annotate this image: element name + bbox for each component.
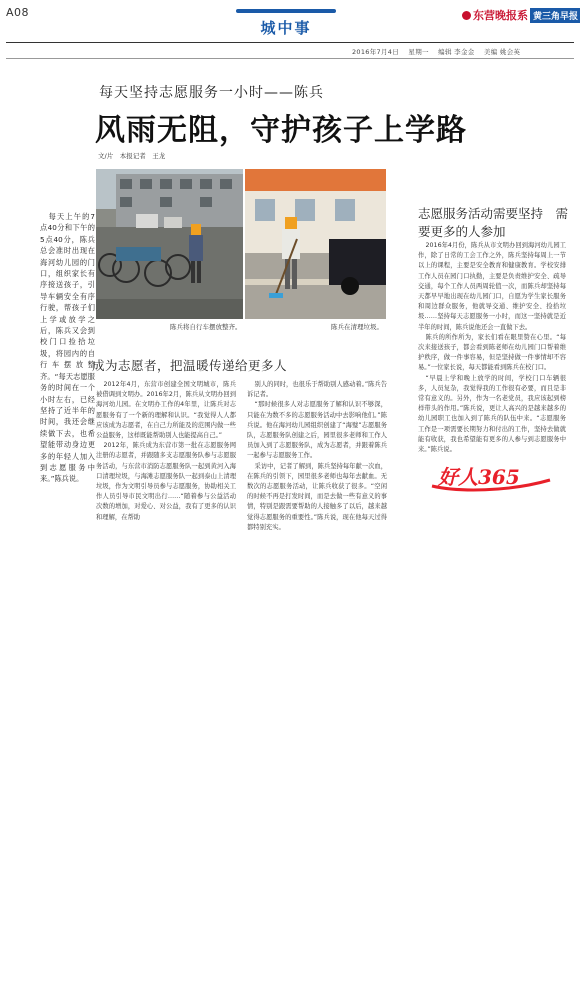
newspaper-brand: [462, 7, 580, 23]
subhead-persistence: 志愿服务活动需要坚持 需要更多的人参加: [418, 206, 569, 239]
body-column-a: [96, 380, 236, 523]
paragraph: 别人的同时，也很乐于帮助别人感动着。”陈兵告诉记者。: [247, 381, 387, 399]
logo-graphic: [428, 462, 554, 494]
photo-sweeping: [245, 169, 386, 319]
photo-sweeping-image: [245, 169, 386, 319]
paragraph: 2016年4月份，陈兵从市文明办回到海河幼儿园工作，除了日常的工会工作之外，陈兵坚持每周上一节以上的课程，主要是安全教育和健康教育。学校安排工作人员在园门口执勤，主要是负责维护安全、疏导交通，每个工作人员两周轮值一次，而陈兵却坚持每天都早早地出现在幼儿园门口，自愿为学生家长服务和周边群众服务，他就导交通、维护安全、捡拾垃圾……坚持每天志愿服务一小时，而这一坚持就是近半年的时间，陈兵说他还会一直做下去。: [418, 242, 566, 331]
brand-badge: 黄三角早报: [530, 8, 580, 23]
article-kicker: 每天坚持志愿服务一小时——陈兵: [99, 85, 324, 101]
dateline-proofreader: 美编 姚会英: [483, 48, 521, 56]
paragraph: “那时候很多人对志愿服务了解和认识不够深，只能在为数不多的志愿服务活动中去影响他们。”陈兵说。他在海河幼儿园组织创建了“海璧”志愿服务队，志愿服务队创建之后，园里很多老师和工作人员加入到了志愿服务队，成为志愿者，并跟着陈兵一起参与志愿服务工作。: [247, 401, 387, 460]
brand-name: 东营晚报系: [473, 9, 528, 22]
photo-bicycles: [96, 169, 243, 319]
paragraph: 2012年4月，东营市创建全国文明城市，陈兵被借调到文明办。2016年2月，陈兵从文明办回到海河幼儿园。在文明办工作的4年里，让陈兵对志愿服务有了一个新的理解和认识。“我觉得人人都应该成为志愿者，在自己力所能及的范围内做一些公益服务，这样既能帮助别人也能提高自己。”: [96, 381, 236, 440]
good-person-365-logo: [428, 462, 554, 494]
article-byline: 文/片 本报记者 王龙: [98, 152, 166, 160]
brand-logo-icon: [462, 11, 471, 20]
section-name: 城中事: [260, 19, 312, 37]
section-bar: [236, 9, 336, 13]
subhead-volunteer: 成为志愿者，把温暖传递给更多人: [92, 358, 288, 373]
masthead-rule: [6, 42, 574, 43]
dateline-date: 2016年7月4日: [352, 48, 400, 56]
body-column-c: [418, 241, 566, 455]
article-headline: 风雨无阻，守护孩子上学路: [95, 113, 467, 148]
paragraph: “早晨上学和晚上放学的时间，学校门口车辆很多，人员复杂，我觉得我的工作很有必要，而且是非常有意义的。另外，作为一名老党员，我应该起到榜样带头的作用。”陈兵说，更让人高兴的是越来越多的幼儿园职工也加入到了陈兵的队伍中来。“志愿服务工作是一项需要长期努力和付出的工作，坚持去做就能有收获，我也希望能有更多的人参与到志愿服务中来。”陈兵说。: [418, 374, 566, 454]
paragraph: 陈兵的所作所为，家长们看在眼里赞在心里。“每次来接送孩子，都会看到陈老师在幼儿园门口帮着维护秩序，做一件事容易，但是坚持做一件事情却不容易。”一位家长说，每天都能看到陈兵在校门口。: [418, 333, 566, 372]
dateline: [352, 47, 527, 56]
dateline-rule: [6, 58, 574, 59]
body-column-b: [247, 380, 387, 533]
lead-text: 每天上午的7点40分和下午的5点40分，陈兵总会准时出现在海河幼儿园的门口，组织家长有序接送孩子，引导车辆安全有序行驶，帮孩子们上学或放学之后，陈兵又会到校门口捡拾垃圾，将园内的自行车摆放整齐。“每天志愿服务的时间在一个小时左右，已经坚持了近半年的时间，我还会继续做下去，也希望能带动身边更多的年轻人加入到志愿服务中来。”陈兵说。: [40, 212, 95, 484]
photo-caption-1: 陈兵将自行车摆放整齐。: [170, 323, 242, 331]
paragraph: 2012年，陈兵成为东营市第一批在志愿服务网注册的志愿者，并跟随多支志愿服务队参与志愿服务活动，与东营市消防志愿服务队一起到黄河入海口清理垃圾，与海滩志愿服务队一起到泰山上清理垃圾，作为文明引导员参与志愿服务，协助相关工作人员引导市民文明出行……“随着参与公益活动次数的增加，对爱心、对公益，我有了更多的认识和理解，在帮助: [96, 442, 236, 521]
page-number: A08: [6, 6, 30, 19]
dateline-editor: 编辑 李金金: [438, 48, 475, 56]
logo-text: 好人365: [438, 465, 520, 489]
dateline-weekday: 星期一: [408, 48, 429, 56]
photo-caption-2: 陈兵在清理垃圾。: [331, 323, 383, 331]
lead-paragraph: [40, 211, 95, 485]
section-tab: [236, 9, 336, 35]
paragraph: 采访中，记者了解到，陈兵坚持每年献一次血，在陈兵的引领下，园里很多老师也每年去献血。无数次的志愿服务活动，让陈兵收获了很多。“空闲的时候不再是打发时间，而是去做一些有意义的事情，特别是跟需要帮助的人接触多了以后，越来越觉得志愿服务的重要性。”陈兵说，现在他每天过得都特别充实。: [247, 462, 387, 531]
photo-bicycles-image: [96, 169, 243, 319]
